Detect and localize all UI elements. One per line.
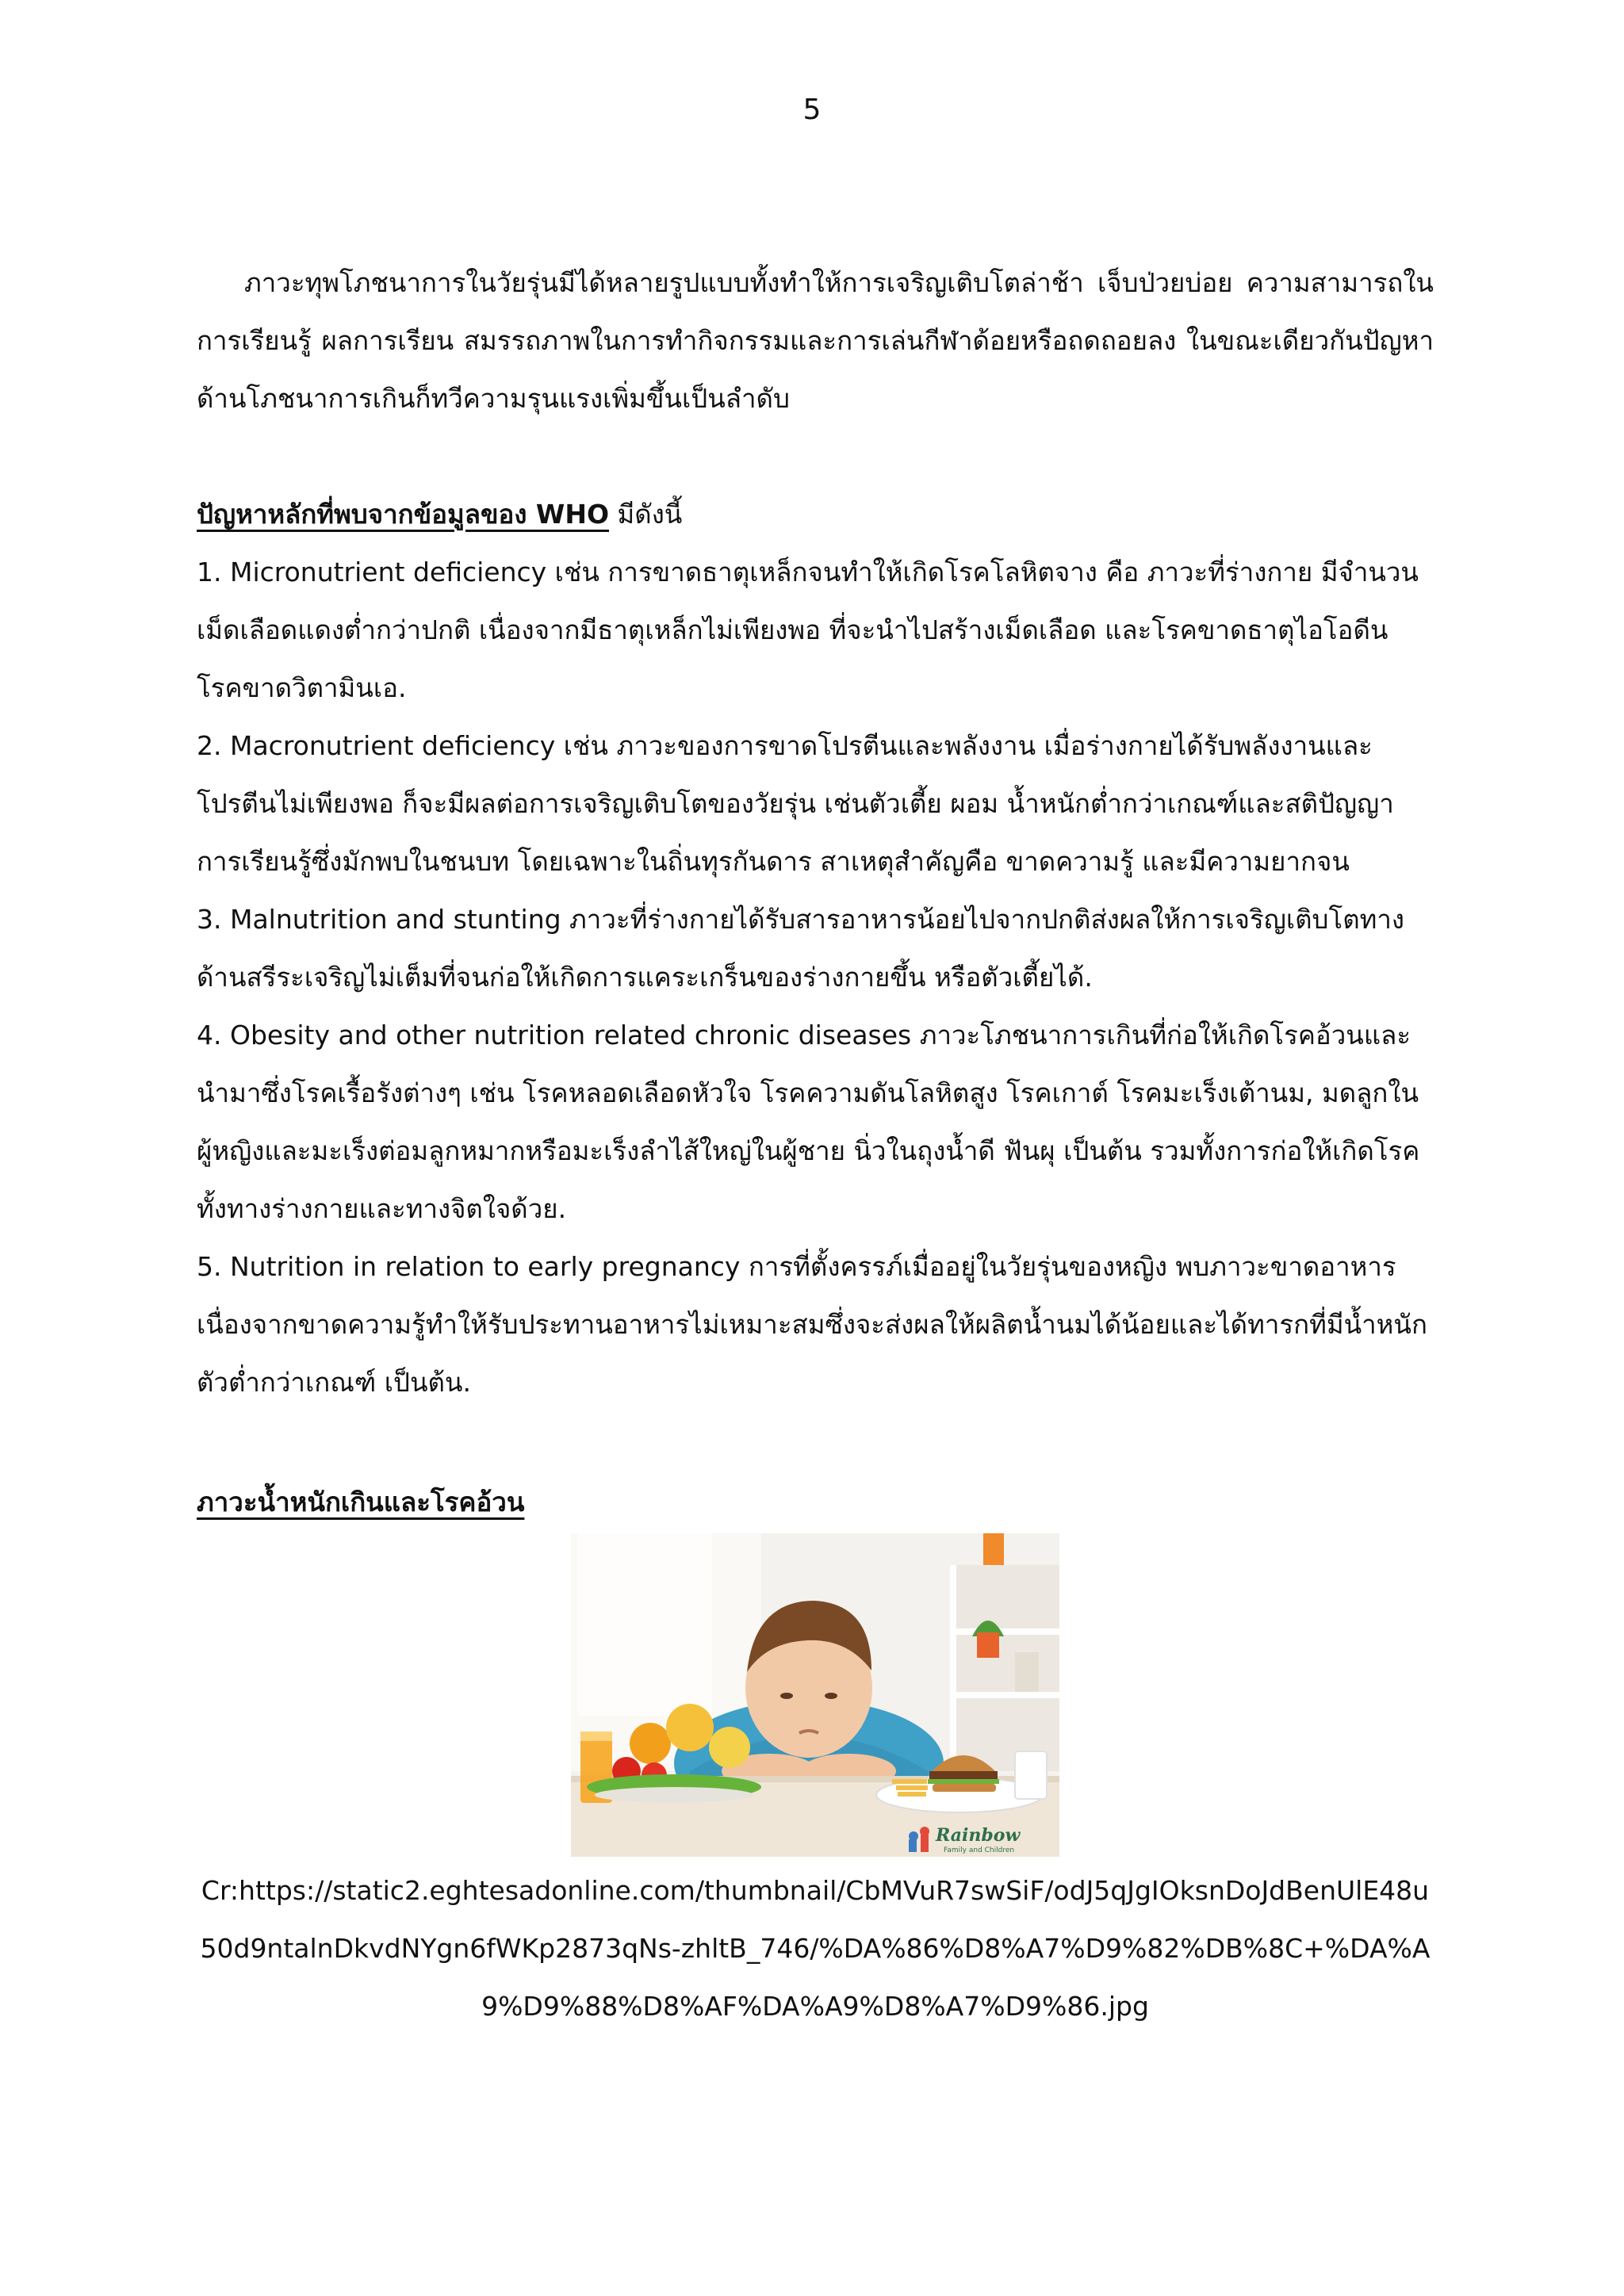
list-item-obesity: 4. Obesity and other nutrition related chronic diseases ภาวะโภชนาการเกินที่ก่อให้เกิดโรคอ้วนและนำมาซึ่งโรคเรื้อรังต่างๆ เช่น โรคหลอดเลือดหัวใจ โรคความดันโลหิตสูง โรคเกาต์ โรคมะเร็งเต้านม, มดลูกในผู้หญิงและมะเร็งต่อมลูกหมากหรือมะเร็งลำไส้ใหญ่ในผู้ชาย นิ่วในถุงน้ำดี ฟันผุ เป็นต้น รวมทั้งการก่อให้เกิดโรคทั้งทางร่างกายและทางจิตใจด้วย. (197, 1020, 1420, 1224)
illustration-boy-with-food (571, 1533, 1059, 1857)
logo-subtext: Family and Children (944, 1846, 1015, 1854)
document-body (197, 254, 1434, 1531)
section-heading-obesity-underlined: ภาวะน้ำหนักเกินและโรคอ้วน (197, 1487, 525, 1517)
illustration-svg (571, 1533, 1059, 1857)
section-heading-obesity (197, 1473, 1434, 1531)
spacer (197, 427, 1434, 485)
section-heading-who (197, 485, 1434, 543)
intro-paragraph: ภาวะทุพโภชนาการในวัยรุ่นมีได้หลายรูปแบบทั้งทำให้การเจริญเติบโตล่าช้า เจ็บป่วยบ่อย ความสามารถในการเรียนรู้ ผลการเรียน สมรรถภาพในการทำกิจกรรมและการเล่นกีฬาด้อยหรือถดถอยลง ในขณะเดียวกันปัญหาด้านโภชนาการเกินก็ทวีความรุนแรงเพิ่มขึ้นเป็นลำดับ (197, 267, 1434, 414)
image-credit-caption: Cr:https://static2.eghtesadonline.com/thumbnail/CbMVuR7swSiF/odJ5qJgIOksnDoJdBenUlE48u50d9ntalnDkvdNYgn6fWKp2873qNs-zhltB_746/%DA%86%D8%A7%D9%82%DB%8C+%DA%A9%D9%88%D8%AF%DA%A9%D8%A7%D9%86.jpg (200, 1875, 1431, 2022)
list-item-pregnancy: 5. Nutrition in relation to early pregnancy การที่ตั้งครรภ์เมื่ออยู่ในวัยรุ่นของหญิง พบภาวะขาดอาหาร เนื่องจากขาดความรู้ทำให้รับประทานอาหารไม่เหมาะสมซึ่งจะส่งผลให้ผลิตน้ำนมได้น้อยและได้ทารกที่มีน้ำหนักตัวต่ำกว่าเกณฑ์ เป็นต้น. (197, 1251, 1427, 1398)
page-number: 5 (802, 94, 822, 126)
section-heading-who-underlined: ปัญหาหลักที่พบจากข้อมูลของ WHO (197, 499, 610, 530)
list-item-macronutrient: 2. Macronutrient deficiency เช่น ภาวะของการขาดโปรตีนและพลังงาน เมื่อร่างกายได้รับพลังงานและโปรตีนไม่เพียงพอ ก็จะมีผลต่อการเจริญเติบโตของวัยรุ่น เช่นตัวเตี้ย ผอม น้ำหนักต่ำกว่าเกณฑ์และสติปัญญาการเรียนรู้ซึ่งมักพบในชนบท โดยเฉพาะในถิ่นทุรกันดาร สาเหตุสำคัญคือ ขาดความรู้ และมีความยากจน (197, 730, 1394, 877)
list-item-micronutrient: 1. Micronutrient deficiency เช่น การขาดธาตุเหล็กจนทำให้เกิดโรคโลหิตจาง คือ ภาวะที่ร่างกาย มีจำนวนเม็ดเลือดแดงต่ำกว่าปกติ เนื่องจากมีธาตุเหล็กไม่เพียงพอ ที่จะนำไปสร้างเม็ดเลือด และโรคขาดธาตุไอโอดีน โรคขาดวิตามินเอ. (197, 557, 1419, 703)
rainbow-logo (909, 1825, 1021, 1854)
logo-text: Rainbow (936, 1825, 1021, 1846)
spacer (197, 1411, 1434, 1473)
section-heading-who-rest: มีดังนี้ (609, 499, 683, 530)
list-item-malnutrition: 3. Malnutrition and stunting ภาวะที่ร่างกายได้รับสารอาหารน้อยไปจากปกติส่งผลให้การเจริญเติบโตทางด้านสรีระเจริญไม่เต็มที่จนก่อให้เกิดการแคระเกร็นของร่างกายขึ้น หรือตัวเตี้ยได้. (197, 904, 1405, 993)
